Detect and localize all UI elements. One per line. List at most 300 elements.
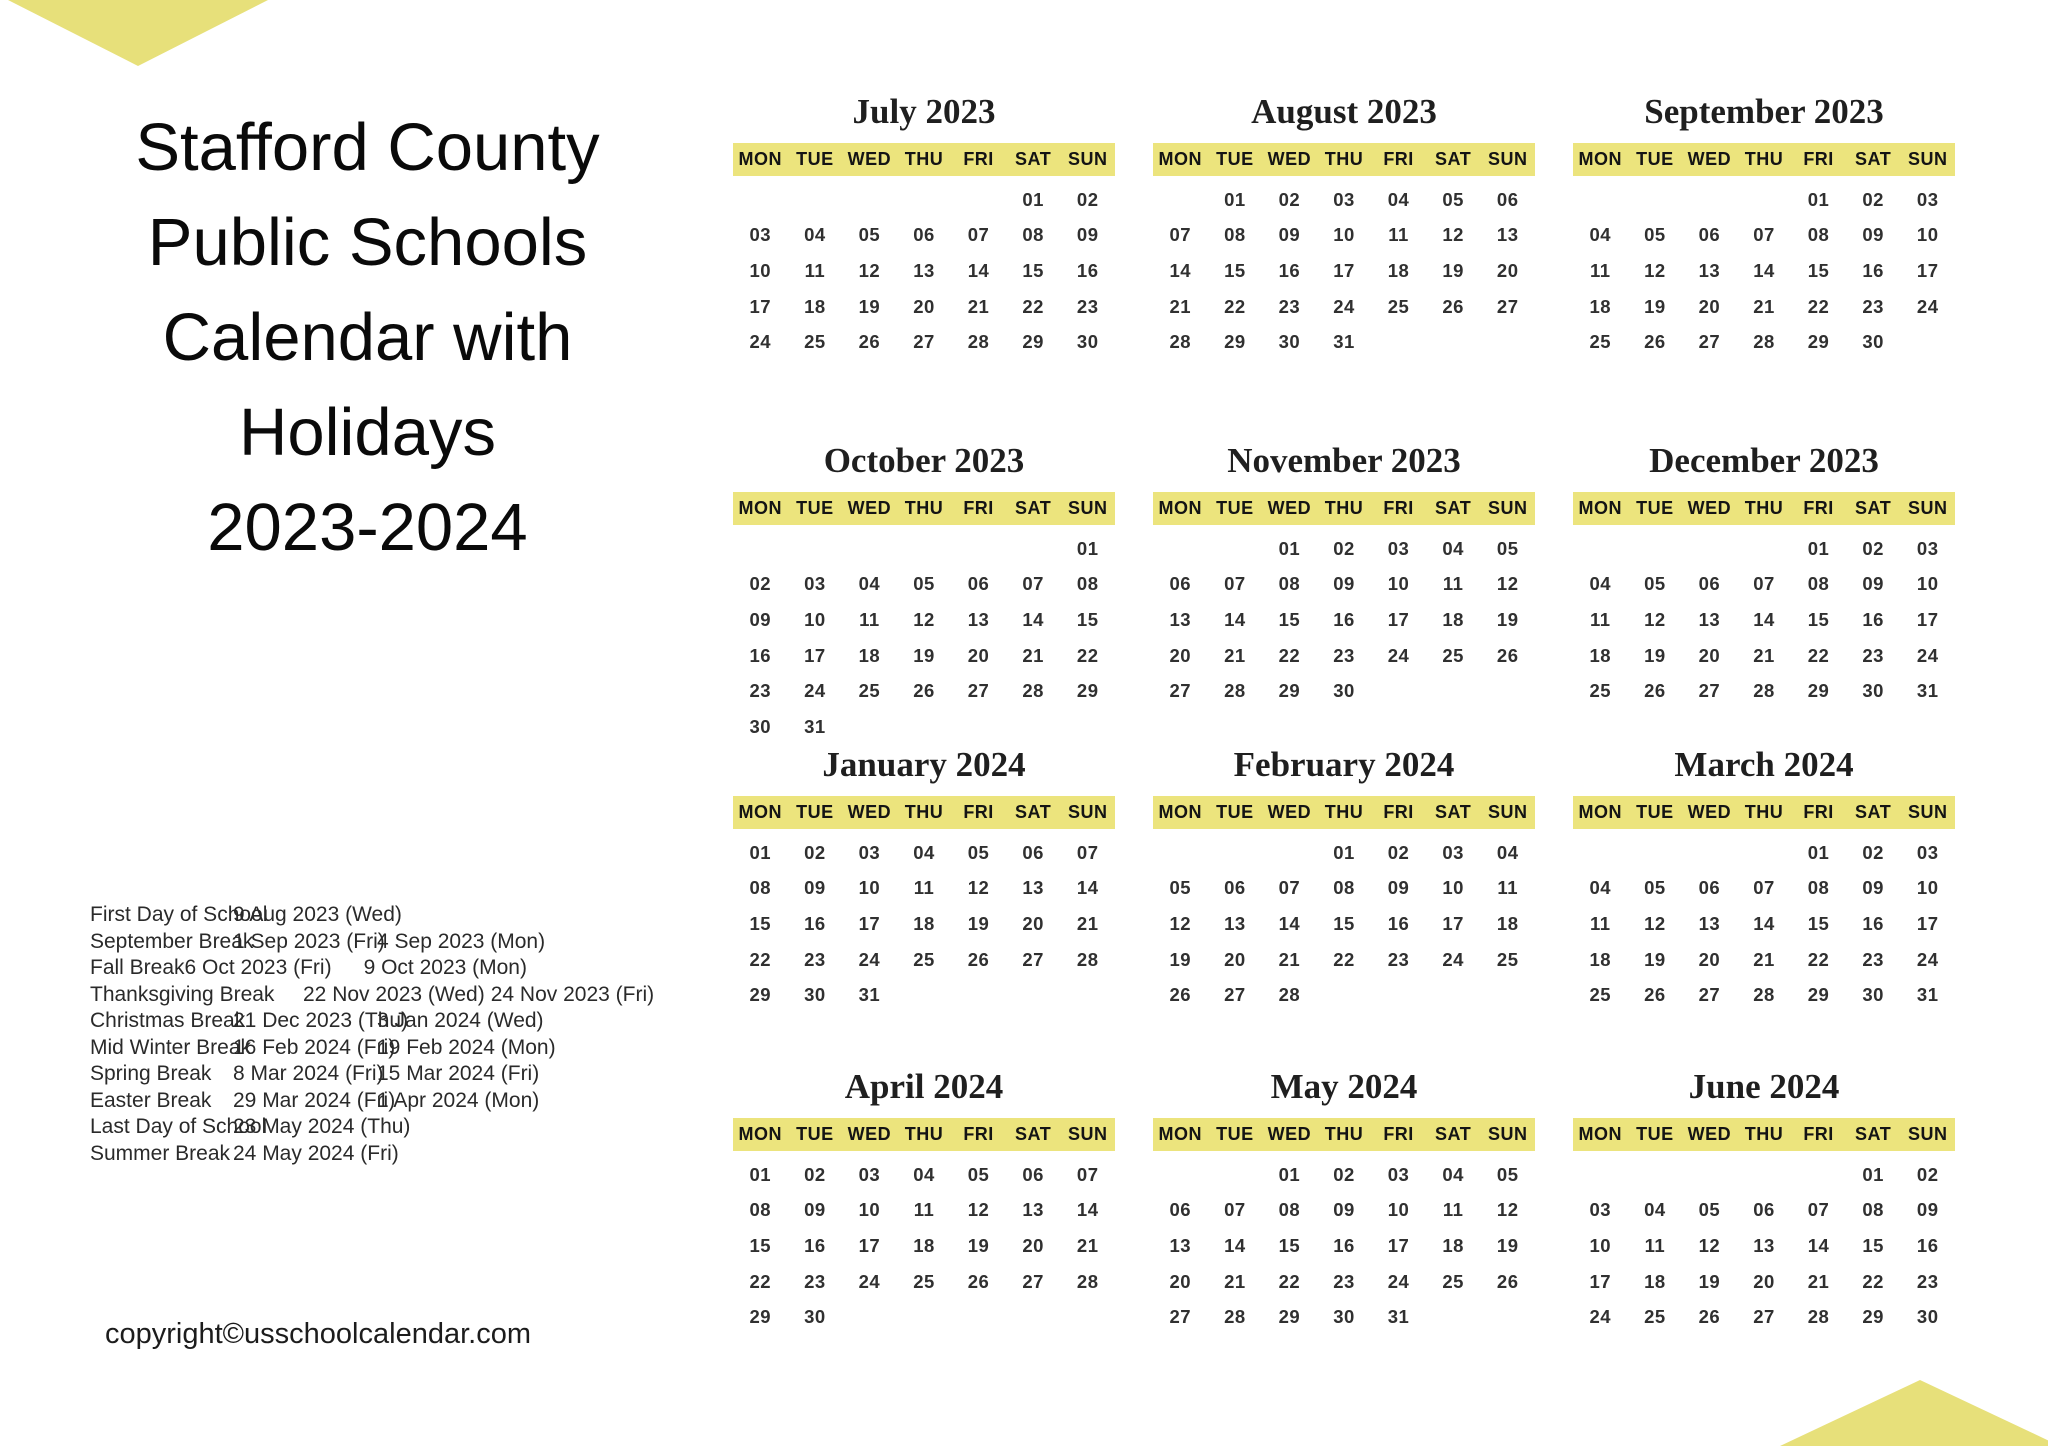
calendar-day-cell: 17 (1387, 1234, 1410, 1256)
calendar-day-cell: 04 (1496, 841, 1519, 863)
month-calendar (1573, 92, 1955, 444)
calendar-day-cell: 25 (1387, 295, 1410, 317)
holiday-list (90, 902, 730, 1167)
weekday-header: SUN (1907, 802, 1948, 822)
calendar-day-cell: 20 (1022, 1234, 1044, 1256)
weekday-header-band (733, 492, 1115, 525)
calendar-day-cell: 28 (1753, 984, 1775, 1006)
weekday-header: MON (1578, 498, 1623, 518)
calendar-day-cell: 17 (1916, 912, 1939, 934)
calendar-day-cell: 30 (1862, 984, 1884, 1006)
calendar-day-cell: 18 (1442, 608, 1464, 630)
calendar-day-cell: 06 (1022, 841, 1044, 863)
calendar-day-cell: 18 (1589, 295, 1612, 317)
calendar-day-cell: 19 (1169, 948, 1192, 970)
weekday-header: SAT (1855, 802, 1892, 822)
calendar-day-cell: 30 (1862, 331, 1884, 353)
calendar-empty-cell (1060, 1299, 1115, 1335)
calendar-day-cell: 08 (749, 877, 772, 899)
month-dates (1153, 829, 1535, 1013)
calendar-day-cell: 17 (1387, 608, 1410, 630)
calendar-day-cell: 05 (1496, 1163, 1519, 1185)
calendar-day-cell: 27 (1698, 680, 1721, 702)
calendar-day-cell: 12 (1644, 608, 1666, 630)
calendar-day-cell: 02 (1916, 1163, 1939, 1185)
weekday-header: WED (1267, 498, 1312, 518)
calendar-empty-cell (1737, 835, 1792, 871)
calendar-day-cell: 17 (858, 1234, 881, 1256)
calendar-day-cell: 16 (1333, 1234, 1355, 1256)
calendar-day-cell: 30 (804, 1306, 826, 1328)
calendar-day-cell: 13 (1022, 877, 1044, 899)
calendar-day-cell: 08 (1278, 1199, 1301, 1221)
calendar-day-cell: 02 (1862, 188, 1884, 210)
calendar-day-cell: 27 (1698, 331, 1721, 353)
calendar-day-cell: 01 (1278, 537, 1301, 559)
weekday-header: TUE (796, 498, 834, 518)
calendar-day-cell: 27 (967, 680, 990, 702)
calendar-day-cell: 06 (1496, 188, 1519, 210)
calendar-day-cell: 13 (913, 259, 935, 281)
calendar-day-cell: 02 (1862, 537, 1884, 559)
calendar-empty-cell (1682, 1157, 1737, 1193)
holiday-start: 29 Mar 2024 (Fri) (233, 1088, 396, 1112)
calendar-day-cell: 15 (1076, 608, 1099, 630)
calendar-day-cell: 13 (1169, 1234, 1192, 1256)
calendar-day-cell: 12 (858, 259, 881, 281)
calendar-empty-cell (897, 709, 952, 745)
bottom-right-triangle-decoration (1780, 1380, 2048, 1446)
weekday-header-band (1153, 1118, 1535, 1151)
weekday-header: MON (1578, 149, 1623, 169)
calendar-day-cell: 12 (1644, 259, 1666, 281)
weekday-header: TUE (796, 149, 834, 169)
calendar-day-cell: 12 (1169, 912, 1192, 934)
holiday-end: 4 Sep 2023 (Mon) (377, 929, 546, 953)
weekday-header: FRI (1383, 802, 1414, 822)
calendar-day-cell: 04 (1589, 877, 1612, 899)
calendar-day-cell: 27 (1022, 948, 1044, 970)
calendar-day-cell: 07 (1224, 1199, 1246, 1221)
weekday-header: TUE (1636, 802, 1674, 822)
calendar-day-cell: 03 (1387, 537, 1410, 559)
calendar-day-cell: 23 (1387, 948, 1410, 970)
calendar-day-cell: 16 (1862, 608, 1884, 630)
calendar-day-cell: 28 (1278, 984, 1301, 1006)
calendar-empty-cell (1006, 977, 1061, 1013)
calendar-day-cell: 01 (1224, 188, 1246, 210)
month-dates (1153, 525, 1535, 709)
calendar-day-cell: 30 (1333, 1306, 1355, 1328)
page-title-line: Holidays (239, 395, 496, 470)
weekday-header: SAT (1855, 1124, 1892, 1144)
calendar-day-cell: 13 (1224, 912, 1246, 934)
weekday-header: WED (1267, 149, 1312, 169)
calendar-day-cell: 30 (1333, 680, 1355, 702)
calendar-day-cell: 29 (1278, 680, 1301, 702)
calendar-empty-cell (1426, 977, 1481, 1013)
calendar-day-cell: 20 (1753, 1270, 1775, 1292)
calendar-day-cell: 26 (1644, 331, 1666, 353)
calendar-day-cell: 18 (913, 1234, 935, 1256)
calendar-day-cell: 15 (1807, 912, 1830, 934)
calendar-day-cell: 04 (1387, 188, 1410, 210)
holiday-row (90, 929, 730, 956)
calendar-day-cell: 01 (1807, 188, 1830, 210)
calendar-day-cell: 03 (1442, 841, 1464, 863)
weekday-header: SUN (1067, 1124, 1108, 1144)
calendar-day-cell: 12 (1644, 912, 1666, 934)
calendar-day-cell: 16 (1916, 1234, 1939, 1256)
calendar-day-cell: 06 (1753, 1199, 1775, 1221)
month-dates (1153, 1151, 1535, 1335)
calendar-day-cell: 14 (1022, 608, 1044, 630)
calendar-day-cell: 17 (804, 644, 826, 666)
calendar-grid (733, 92, 1955, 1335)
calendar-day-cell: 21 (1076, 1234, 1099, 1256)
calendar-day-cell: 04 (1644, 1199, 1666, 1221)
calendar-day-cell: 20 (1169, 1270, 1192, 1292)
calendar-empty-cell (842, 709, 897, 745)
weekday-header: FRI (1803, 802, 1834, 822)
calendar-day-cell: 07 (1807, 1199, 1830, 1221)
calendar-empty-cell (1060, 709, 1115, 745)
holiday-start: 9 Aug 2023 (Wed) (233, 903, 402, 926)
month-calendar (733, 441, 1115, 748)
weekday-header-band (1573, 796, 1955, 829)
calendar-day-cell: 23 (1916, 1270, 1939, 1292)
weekday-header-band (1573, 492, 1955, 525)
weekday-header: MON (738, 149, 783, 169)
calendar-day-cell: 06 (913, 224, 935, 246)
calendar-day-cell: 14 (967, 259, 990, 281)
calendar-empty-cell (951, 977, 1006, 1013)
month-calendar (1573, 745, 1955, 1070)
calendar-day-cell: 31 (858, 984, 881, 1006)
calendar-day-cell: 24 (1916, 948, 1939, 970)
calendar-day-cell: 24 (1916, 644, 1939, 666)
calendar-day-cell: 01 (1076, 537, 1099, 559)
calendar-day-cell: 11 (913, 877, 935, 899)
weekday-header: MON (1158, 498, 1203, 518)
calendar-day-cell: 22 (1278, 1270, 1301, 1292)
calendar-day-cell: 10 (1387, 573, 1410, 595)
calendar-empty-cell (1791, 1157, 1846, 1193)
calendar-day-cell: 16 (1278, 259, 1301, 281)
calendar-empty-cell (1006, 709, 1061, 745)
calendar-day-cell: 07 (1224, 573, 1246, 595)
weekday-header: THU (1744, 802, 1784, 822)
calendar-empty-cell (1480, 1299, 1535, 1335)
calendar-empty-cell (1153, 531, 1208, 567)
calendar-day-cell: 08 (1862, 1199, 1884, 1221)
calendar-day-cell: 02 (1387, 841, 1410, 863)
weekday-header: THU (904, 149, 944, 169)
calendar-day-cell: 21 (1807, 1270, 1830, 1292)
month-title: March 2024 (1674, 745, 1854, 784)
weekday-header: SAT (1435, 498, 1472, 518)
calendar-day-cell: 23 (1862, 644, 1884, 666)
calendar-empty-cell (1426, 324, 1481, 360)
page-title-line: Stafford County (135, 110, 600, 185)
calendar-day-cell: 29 (1807, 331, 1830, 353)
calendar-day-cell: 05 (1644, 573, 1666, 595)
calendar-empty-cell (1153, 835, 1208, 871)
holiday-row (90, 1008, 730, 1035)
calendar-day-cell: 05 (858, 224, 881, 246)
calendar-day-cell: 04 (1442, 1163, 1464, 1185)
calendar-day-cell: 15 (1278, 608, 1301, 630)
calendar-day-cell: 19 (1698, 1270, 1721, 1292)
calendar-day-cell: 25 (1589, 680, 1612, 702)
calendar-day-cell: 21 (1169, 295, 1192, 317)
weekday-header: TUE (1636, 149, 1674, 169)
calendar-day-cell: 22 (1807, 644, 1830, 666)
calendar-day-cell: 31 (1916, 680, 1939, 702)
calendar-day-cell: 22 (749, 948, 772, 970)
calendar-day-cell: 08 (1807, 877, 1830, 899)
calendar-day-cell: 08 (1333, 877, 1355, 899)
weekday-header: WED (847, 498, 892, 518)
calendar-day-cell: 04 (1442, 537, 1464, 559)
calendar-day-cell: 24 (1442, 948, 1464, 970)
calendar-empty-cell (733, 531, 788, 567)
calendar-day-cell: 10 (858, 877, 881, 899)
weekday-header: WED (847, 802, 892, 822)
calendar-day-cell: 11 (804, 259, 826, 281)
weekday-header-band (733, 1118, 1115, 1151)
calendar-empty-cell (1573, 1157, 1628, 1193)
calendar-day-cell: 08 (1022, 224, 1044, 246)
calendar-day-cell: 09 (804, 877, 826, 899)
page-title (55, 100, 680, 575)
calendar-day-cell: 01 (1862, 1163, 1884, 1185)
weekday-header: SAT (1435, 802, 1472, 822)
calendar-day-cell: 03 (1333, 188, 1355, 210)
calendar-day-cell: 19 (967, 912, 990, 934)
month-title: August 2023 (1251, 92, 1437, 131)
weekday-header-band (1153, 492, 1535, 525)
calendar-day-cell: 13 (1169, 608, 1192, 630)
calendar-day-cell: 10 (749, 259, 772, 281)
calendar-empty-cell (1480, 977, 1535, 1013)
weekday-header: SAT (1015, 802, 1052, 822)
calendar-day-cell: 09 (1862, 224, 1884, 246)
calendar-day-cell: 26 (1496, 1270, 1519, 1292)
month-calendar (1153, 745, 1535, 1070)
calendar-day-cell: 23 (1333, 1270, 1355, 1292)
weekday-header: TUE (796, 802, 834, 822)
calendar-day-cell: 23 (1862, 295, 1884, 317)
calendar-day-cell: 22 (1807, 295, 1830, 317)
calendar-day-cell: 20 (1496, 259, 1519, 281)
calendar-empty-cell (1737, 1157, 1792, 1193)
calendar-day-cell: 25 (913, 1270, 935, 1292)
calendar-day-cell: 05 (1644, 224, 1666, 246)
calendar-day-cell: 25 (1496, 948, 1519, 970)
calendar-day-cell: 01 (1807, 841, 1830, 863)
month-title: November 2023 (1227, 441, 1461, 480)
calendar-day-cell: 11 (1497, 877, 1518, 899)
calendar-day-cell: 31 (1387, 1306, 1410, 1328)
calendar-day-cell: 03 (804, 573, 826, 595)
calendar-day-cell: 24 (858, 948, 881, 970)
calendar-day-cell: 17 (1916, 259, 1939, 281)
calendar-day-cell: 11 (1442, 1199, 1464, 1221)
weekday-header: TUE (796, 1124, 834, 1144)
holiday-start: 24 May 2024 (Fri) (233, 1141, 399, 1165)
calendar-day-cell: 26 (967, 948, 990, 970)
weekday-header: TUE (1216, 498, 1254, 518)
calendar-day-cell: 13 (1698, 259, 1721, 281)
holiday-row (90, 1035, 730, 1062)
month-calendar (1573, 1067, 1955, 1335)
weekday-header: MON (1578, 802, 1623, 822)
weekday-header: FRI (963, 1124, 994, 1144)
holiday-name: First Day of School (90, 903, 268, 926)
calendar-day-cell: 19 (1496, 1234, 1519, 1256)
calendar-day-cell: 24 (1387, 644, 1410, 666)
calendar-day-cell: 24 (1333, 295, 1355, 317)
calendar-day-cell: 13 (1698, 912, 1721, 934)
calendar-day-cell: 02 (1333, 537, 1355, 559)
month-title: April 2024 (844, 1067, 1004, 1106)
calendar-day-cell: 12 (967, 877, 990, 899)
top-left-triangle-decoration (8, 0, 268, 66)
calendar-day-cell: 06 (1698, 573, 1721, 595)
calendar-day-cell: 09 (749, 608, 772, 630)
calendar-day-cell: 05 (1698, 1199, 1721, 1221)
weekday-header: SAT (1015, 498, 1052, 518)
calendar-day-cell: 23 (1862, 948, 1884, 970)
calendar-empty-cell (1262, 835, 1317, 871)
calendar-day-cell: 13 (967, 608, 990, 630)
weekday-header: SUN (1067, 802, 1108, 822)
weekday-header: TUE (1216, 149, 1254, 169)
calendar-day-cell: 03 (858, 841, 881, 863)
weekday-header: WED (1687, 149, 1732, 169)
month-dates (733, 1151, 1115, 1335)
calendar-day-cell: 21 (1753, 644, 1775, 666)
calendar-day-cell: 11 (1644, 1234, 1666, 1256)
calendar-day-cell: 05 (1169, 877, 1192, 899)
calendar-day-cell: 26 (1169, 984, 1192, 1006)
month-calendar (733, 1067, 1115, 1335)
calendar-day-cell: 07 (967, 224, 990, 246)
calendar-day-cell: 03 (1916, 841, 1939, 863)
calendar-day-cell: 09 (1333, 573, 1355, 595)
month-calendar (1153, 1067, 1535, 1335)
calendar-empty-cell (842, 182, 897, 218)
month-title: January 2024 (822, 745, 1026, 784)
weekday-header: SAT (1435, 1124, 1472, 1144)
calendar-day-cell: 25 (913, 948, 935, 970)
weekday-header: TUE (1636, 1124, 1674, 1144)
calendar-day-cell: 21 (967, 295, 990, 317)
weekday-header: SAT (1435, 149, 1472, 169)
calendar-day-cell: 23 (749, 680, 772, 702)
calendar-empty-cell (897, 531, 952, 567)
calendar-day-cell: 23 (1076, 295, 1099, 317)
calendar-day-cell: 21 (1224, 1270, 1246, 1292)
calendar-day-cell: 01 (749, 841, 772, 863)
calendar-day-cell: 01 (1333, 841, 1355, 863)
weekday-header: THU (904, 802, 944, 822)
calendar-day-cell: 24 (858, 1270, 881, 1292)
calendar-day-cell: 29 (749, 984, 772, 1006)
calendar-empty-cell (951, 182, 1006, 218)
calendar-day-cell: 11 (1590, 608, 1611, 630)
calendar-empty-cell (1426, 673, 1481, 709)
calendar-empty-cell (1208, 835, 1263, 871)
holiday-end: 3 Jan 2024 (Wed) (377, 1009, 544, 1032)
calendar-day-cell: 03 (749, 224, 772, 246)
holiday-end: 24 Nov 2023 (Fri) (490, 982, 655, 1006)
calendar-day-cell: 25 (858, 680, 881, 702)
weekday-header: FRI (963, 802, 994, 822)
holiday-row (90, 982, 730, 1009)
calendar-empty-cell (1426, 1299, 1481, 1335)
calendar-day-cell: 20 (1698, 644, 1721, 666)
weekday-header: MON (1158, 149, 1203, 169)
calendar-day-cell: 27 (1496, 295, 1519, 317)
calendar-day-cell: 19 (1644, 295, 1666, 317)
holiday-row (90, 1061, 730, 1088)
holiday-name: Mid Winter Break (90, 1035, 252, 1059)
month-dates (1573, 525, 1955, 709)
weekday-header: FRI (1383, 498, 1414, 518)
calendar-day-cell: 11 (1388, 224, 1409, 246)
calendar-empty-cell (1153, 1157, 1208, 1193)
calendar-day-cell: 29 (1224, 331, 1246, 353)
month-title: October 2023 (823, 441, 1025, 480)
calendar-day-cell: 15 (1807, 608, 1830, 630)
calendar-empty-cell (1480, 324, 1535, 360)
calendar-day-cell: 01 (1278, 1163, 1301, 1185)
calendar-day-cell: 06 (1022, 1163, 1044, 1185)
calendar-empty-cell (951, 531, 1006, 567)
calendar-day-cell: 06 (1169, 1199, 1192, 1221)
calendar-day-cell: 20 (1698, 295, 1721, 317)
calendar-day-cell: 08 (749, 1199, 772, 1221)
calendar-empty-cell (1682, 835, 1737, 871)
calendar-day-cell: 17 (1916, 608, 1939, 630)
weekday-header: THU (1744, 149, 1784, 169)
calendar-day-cell: 29 (1278, 1306, 1301, 1328)
calendar-day-cell: 02 (804, 1163, 826, 1185)
calendar-day-cell: 15 (1022, 259, 1044, 281)
calendar-day-cell: 27 (1698, 984, 1721, 1006)
weekday-header: FRI (1383, 149, 1414, 169)
month-title: February 2024 (1233, 745, 1455, 784)
calendar-empty-cell (951, 1299, 1006, 1335)
calendar-day-cell: 06 (1698, 224, 1721, 246)
calendar-empty-cell (1900, 324, 1955, 360)
calendar-day-cell: 18 (1442, 1234, 1464, 1256)
calendar-empty-cell (788, 182, 843, 218)
calendar-day-cell: 05 (913, 573, 935, 595)
calendar-day-cell: 02 (1862, 841, 1884, 863)
calendar-day-cell: 15 (1807, 259, 1830, 281)
calendar-day-cell: 21 (1022, 644, 1044, 666)
calendar-day-cell: 12 (1496, 573, 1519, 595)
calendar-day-cell: 29 (749, 1306, 772, 1328)
calendar-day-cell: 29 (1807, 984, 1830, 1006)
calendar-day-cell: 16 (749, 644, 772, 666)
calendar-day-cell: 14 (1753, 259, 1775, 281)
calendar-day-cell: 14 (1753, 608, 1775, 630)
calendar-day-cell: 03 (1387, 1163, 1410, 1185)
